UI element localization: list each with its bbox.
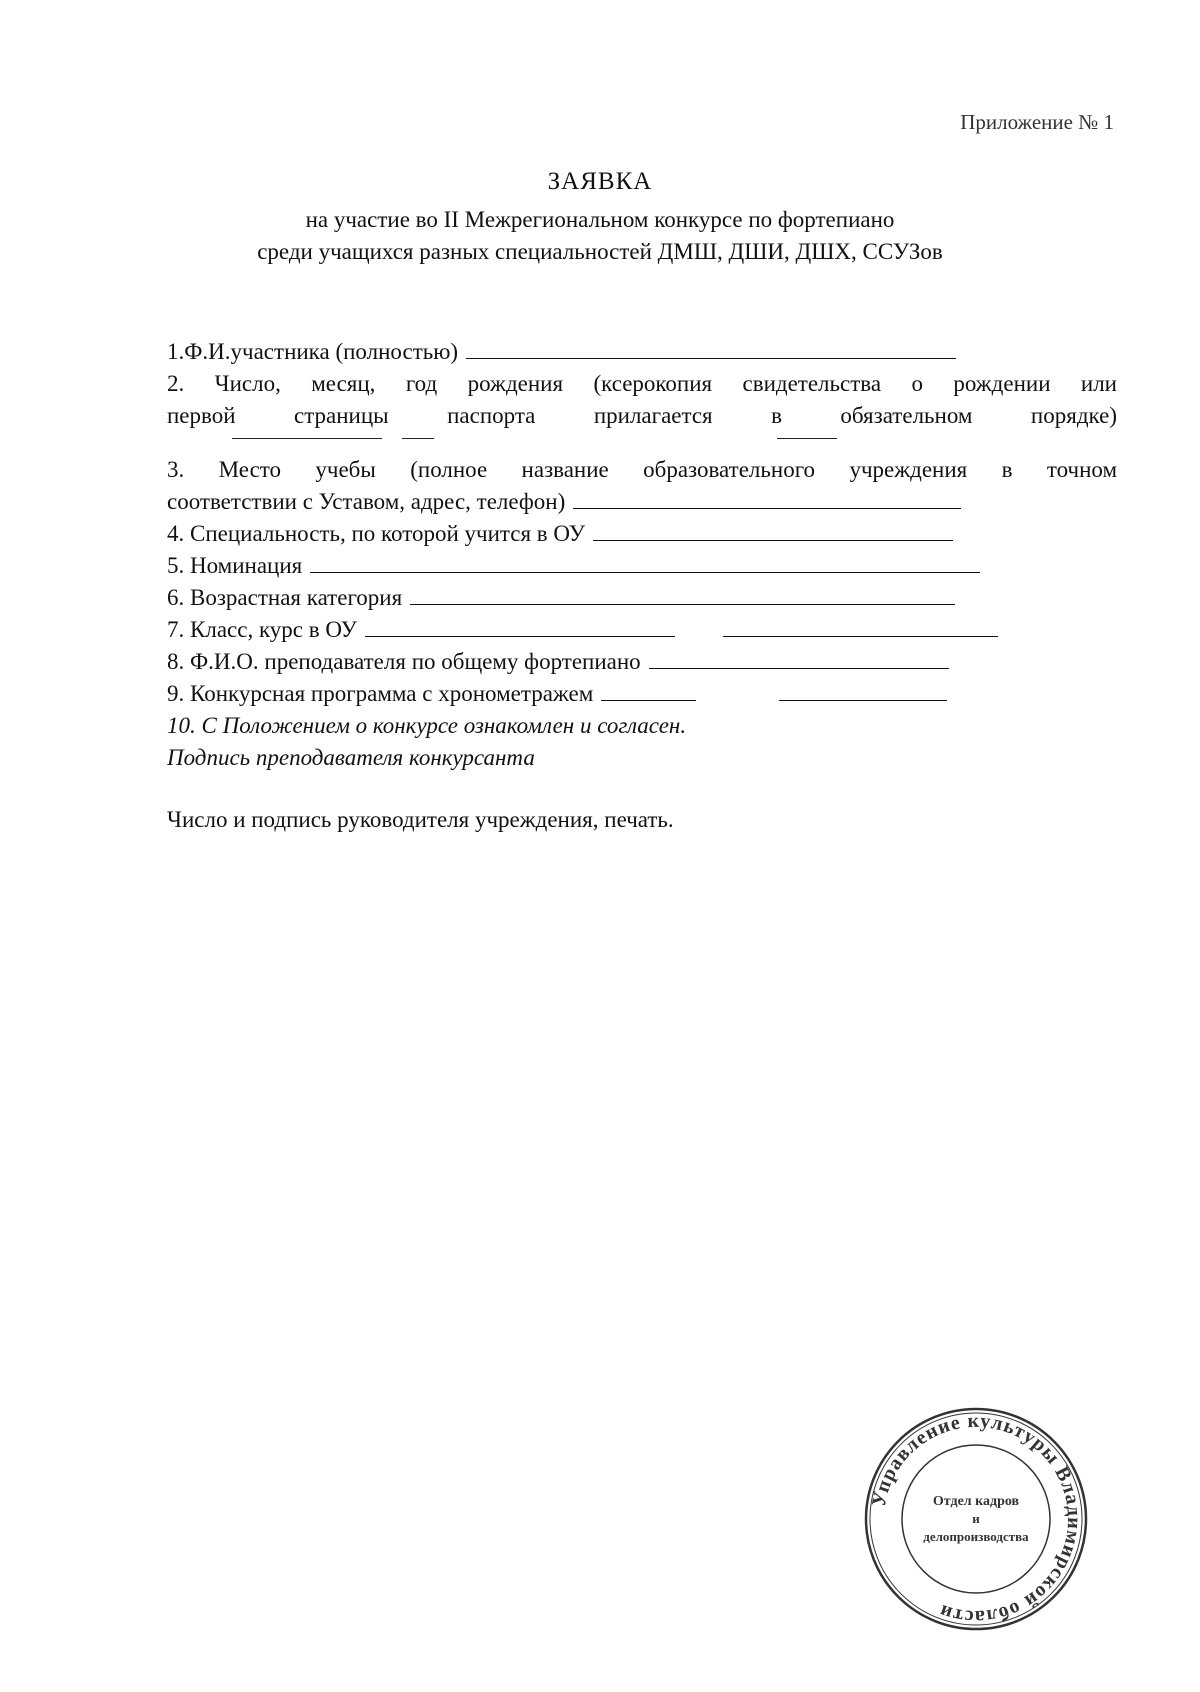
director-signature-label: Число и подпись руководителя учреждения, печать.: [167, 807, 674, 832]
stamp-inner-line-3: делопроизводства: [923, 1529, 1029, 1544]
subtitle-line-1: на участие во II Межрегиональном конкурсе по фортепиано: [305, 207, 895, 232]
field-specialty: [167, 518, 1117, 550]
official-stamp: [862, 1405, 1090, 1633]
fill-line[interactable]: [601, 678, 696, 701]
field-nomination: [167, 550, 1117, 582]
fill-line-birth-date[interactable]: [167, 432, 1117, 454]
fill-line[interactable]: [779, 678, 947, 701]
field-label: 8. Ф.И.О. преподавателя по общему фортепиано: [167, 649, 641, 674]
field-label: 5. Номинация: [167, 553, 303, 578]
fill-line[interactable]: [466, 336, 956, 359]
fill-line[interactable]: [410, 582, 955, 605]
fill-line[interactable]: [365, 614, 675, 637]
stamp-inner-line-2: и: [972, 1511, 980, 1526]
field-program: [167, 678, 1117, 710]
field-piano-teacher: [167, 646, 1117, 678]
fill-line[interactable]: [593, 518, 953, 541]
dash-segment: [232, 438, 382, 439]
appendix-label: Приложение № 1: [960, 110, 1114, 134]
subtitle-line-2: среди учащихся разных специальностей ДМШ, ДШИ, ДШХ, ССУЗов: [257, 239, 943, 264]
field-birth-date-line-2: первой страницы паспорта прилагается в обязательном порядке): [167, 403, 1117, 428]
document-title: ЗАЯВКА: [547, 168, 653, 195]
dash-segment: [777, 438, 837, 439]
field-label: 4. Специальность, по которой учится в ОУ: [167, 521, 586, 546]
field-label: 7. Класс, курс в ОУ: [167, 617, 357, 642]
field-label: 9. Конкурсная программа с хронометражем: [167, 681, 594, 706]
field-age-category: [167, 582, 1117, 614]
field-participant-name: [167, 336, 1117, 368]
field-school-line-2: [167, 486, 1117, 518]
stamp-outer-text: Управление культуры Владимирской области: [867, 1409, 1086, 1629]
stamp-inner-line-1: Отдел кадров: [932, 1494, 1020, 1509]
fill-line[interactable]: [649, 646, 949, 669]
field-label: 6. Возрастная категория: [167, 585, 403, 610]
document-subtitle: [0, 204, 1200, 268]
fill-line[interactable]: [573, 486, 961, 509]
field-class-course: [167, 614, 1117, 646]
field-agreement: 10. С Положением о конкурсе ознакомлен и согласен.: [167, 713, 687, 738]
teacher-signature-label: Подпись преподавателя конкурсанта: [167, 745, 535, 770]
field-label: соответствии с Уставом, адрес, телефон): [167, 489, 566, 514]
field-label: 1.Ф.И.участника (полностью): [167, 339, 459, 364]
fill-line[interactable]: [310, 550, 980, 573]
field-school-line-1: 3. Место учебы (полное название образовательного учреждения в точном: [167, 457, 1117, 482]
dash-segment: [402, 438, 434, 439]
application-form: [167, 336, 1117, 836]
field-birth-date-line-1: 2. Число, месяц, год рождения (ксерокопия свидетельства о рождении или: [167, 371, 1117, 396]
fill-line[interactable]: [723, 614, 998, 637]
